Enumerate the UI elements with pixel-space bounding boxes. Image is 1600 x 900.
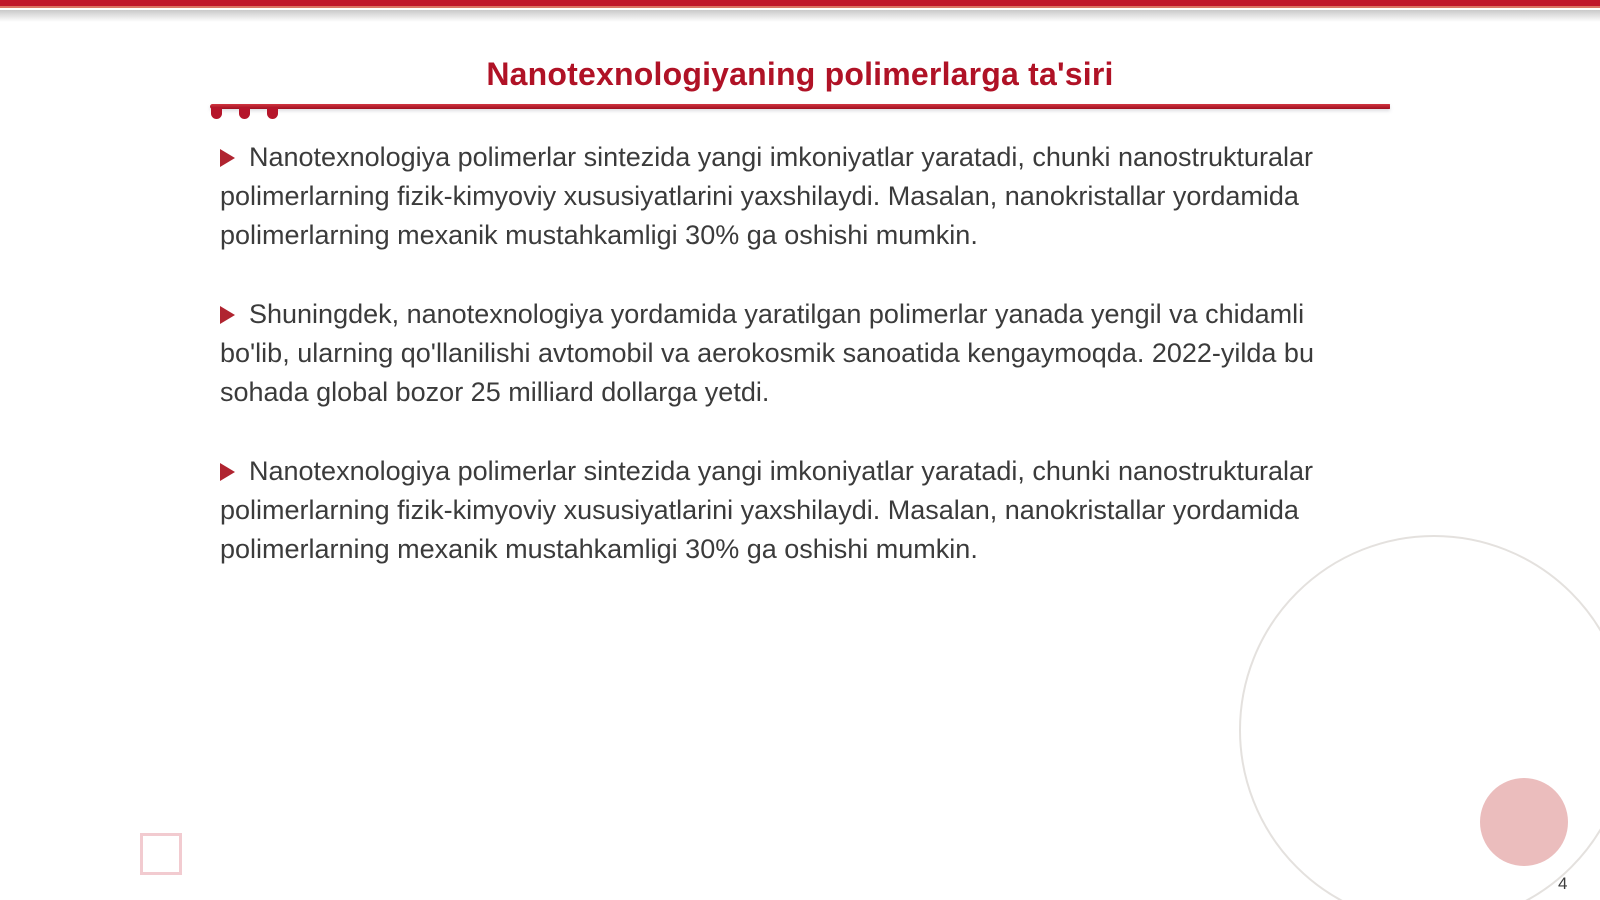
bullet-paragraph: [220, 295, 1338, 412]
triangle-right-icon: [220, 463, 235, 481]
slide-title: Nanotexnologiyaning polimerlarga ta'siri: [486, 56, 1114, 92]
rule-dot-icon: [239, 107, 250, 119]
bullet-paragraph: [220, 452, 1338, 569]
rule-dot-icon: [267, 107, 278, 119]
page-number: 4: [1558, 874, 1568, 893]
title-rule: [210, 104, 1390, 109]
top-accent-bar: [0, 0, 1600, 8]
slide-body: [220, 138, 1338, 609]
bullet-text: Nanotexnologiya polimerlar sintezida yangi imkoniyatlar yaratadi, chunki nanostrukturalar polimerlarning fizik-kimyoviy xususiyatlarini yaxshilaydi. Masalan, nanokristallar yordamida polimerlarning mexanik mustahkamligi 30% ga oshishi mumkin.: [220, 142, 1314, 250]
bullet-text: Shuningdek, nanotexnologiya yordamida yaratilgan polimerlar yanada yengil va chidamli bo'lib, ularning qo'llanilishi avtomobil va aerokosmik sanoatida kengaymoqda. 2022-yilda bu sohada global bozor 25 milliard dollarga yetdi.: [220, 299, 1314, 407]
top-bar-shadow: [0, 10, 1600, 22]
decor-square-outline: [140, 833, 182, 875]
rule-dot-icon: [211, 107, 222, 119]
bullet-text: Nanotexnologiya polimerlar sintezida yangi imkoniyatlar yaratadi, chunki nanostrukturalar polimerlarning fizik-kimyoviy xususiyatlarini yaxshilaydi. Masalan, nanokristallar yordamida polimerlarning mexanik mustahkamligi 30% ga oshishi mumkin.: [220, 456, 1314, 564]
bullet-paragraph: [220, 138, 1338, 255]
triangle-right-icon: [220, 306, 235, 324]
triangle-right-icon: [220, 149, 235, 167]
decor-pink-circle: [1480, 778, 1568, 866]
